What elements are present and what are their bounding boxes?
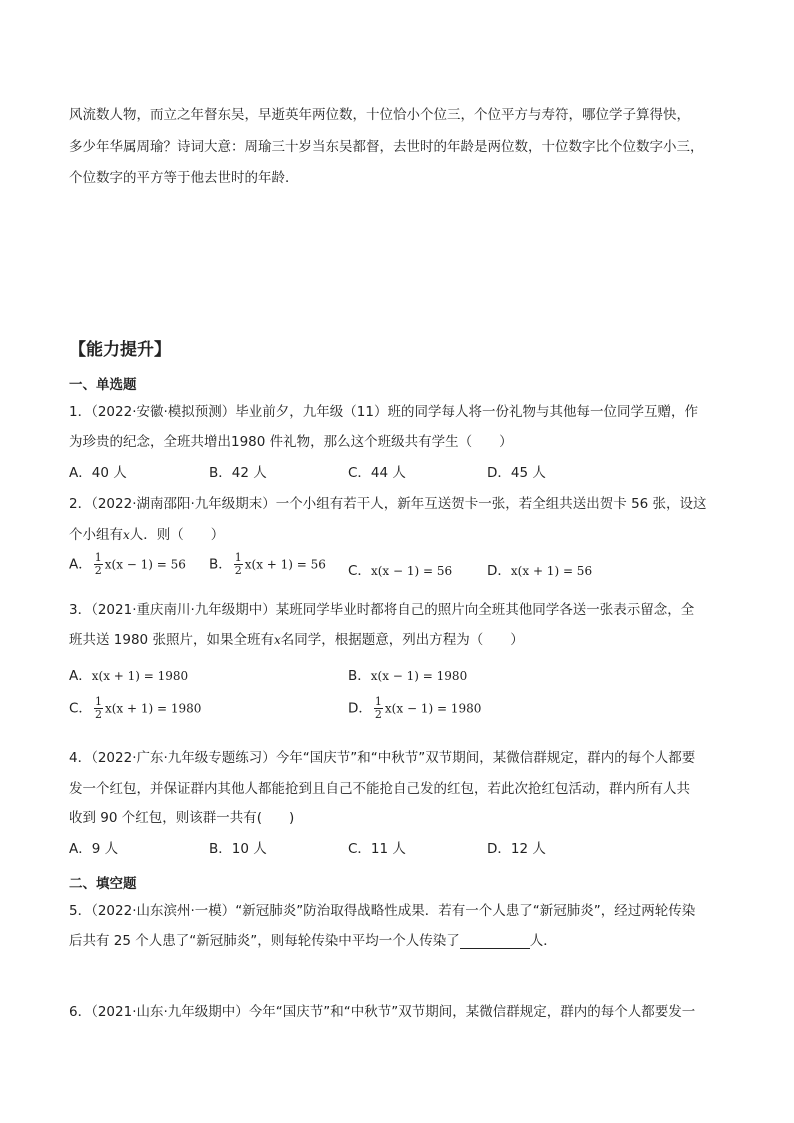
q5-line-2 (69, 929, 557, 949)
q3-option-c[interactable] (69, 696, 201, 721)
q2-option-a-fraction (94, 552, 103, 577)
poem-line-2: 多少年华属周瑜？诗词大意：周瑜三十岁当东吴都督，去世时的年龄是两位数，十位数字比个位数字小三， (69, 139, 704, 155)
q5-line-2-text-a: 后共有 25 个人患了“新冠肺炎”，则每轮传染中平均一个人传染了 (69, 933, 460, 949)
q1-option-d[interactable]: D．45 人 (487, 465, 546, 481)
q2-line-1: 2．（2022·湖南邵阳·九年级期末）一个小组有若干人，新年互送贺卡一张，若全组共送出贺卡 56 张，设这 (69, 496, 707, 512)
q3-variable-x: x (273, 633, 281, 647)
q3-option-b-label: B． (348, 668, 371, 684)
q3-option-d[interactable] (348, 696, 481, 721)
q4-option-c[interactable]: C．11 人 (348, 841, 406, 857)
section-fill-blank: 二、填空题 (69, 876, 137, 892)
q2-option-c[interactable] (348, 559, 452, 579)
q3-option-c-label: C． (69, 700, 92, 717)
q2-option-d-label: D． (487, 563, 511, 579)
fraction-numerator: 1 (234, 551, 242, 564)
q2-option-c-label: C． (348, 563, 371, 579)
q3-option-b[interactable] (348, 664, 467, 684)
poem-line-3: 个位数字的平方等于他去世时的年龄． (69, 170, 299, 186)
q3-option-a-label: A． (69, 668, 92, 684)
q4-option-d[interactable]: D．12 人 (487, 841, 546, 857)
q2-option-d-expr: x(x + 1) = 56 (510, 564, 593, 578)
q2-line-2 (69, 523, 224, 543)
q2-option-a-label: A． (69, 556, 92, 573)
q3-line-2 (69, 628, 524, 648)
q4-option-a[interactable]: A．9 人 (69, 841, 119, 857)
fraction-denominator: 2 (94, 564, 102, 577)
q3-line-1: 3．（2021·重庆南川·九年级期中）某班同学毕业时都将自己的照片向全班其他同学各送一张表示留念，全 (69, 602, 695, 618)
q3-option-d-label: D． (348, 700, 372, 717)
q2-line-2-text-a: 个小组有 (69, 527, 123, 543)
fraction-denominator: 2 (234, 564, 242, 577)
q3-option-a-expr: x(x + 1) = 1980 (91, 669, 189, 683)
q5-line-1: 5．（2022·山东滨州·一模）“新冠肺炎”防治取得战略性成果．若有一个人患了“新冠肺炎”，经过两轮传染 (69, 903, 696, 919)
q1-line-2: 为珍贵的纪念，全班共增出1980 件礼物，那么这个班级共有学生（ ） (69, 434, 513, 450)
section-heading: 【能力提升】 (69, 340, 171, 360)
q5-answer-blank[interactable] (460, 934, 530, 949)
fraction-denominator: 2 (94, 708, 102, 721)
q4-line-2: 发一个红包，并保证群内其他人都能抢到且自己不能抢自己发的红包，若此次抢红包活动，群内所有人共 (69, 781, 690, 797)
q6-line-1: 6．（2021·山东·九年级期中）今年“国庆节”和“中秋节”双节期间，某微信群规定，群内的每个人都要发一 (69, 1004, 696, 1020)
q4-line-3: 收到 90 个红包，则该群一共有( ) (69, 810, 295, 826)
q2-variable-x: x (123, 528, 130, 542)
q2-line-2-text-b: 人．则（ ） (129, 527, 225, 543)
q1-option-c[interactable]: C．44 人 (348, 465, 406, 481)
q3-option-c-expr: x(x + 1) = 1980 (104, 701, 202, 716)
q2-option-a-expr: x(x − 1) = 56 (104, 557, 186, 572)
section-single-choice: 一、单选题 (69, 377, 137, 393)
q5-line-2-text-b: 人． (529, 933, 557, 949)
q2-option-b[interactable] (209, 552, 326, 577)
q3-option-b-expr: x(x − 1) = 1980 (370, 669, 468, 683)
q4-line-1: 4．（2022·广东·九年级专题练习）今年“国庆节”和“中秋节”双节期间，某微信群规定，群内的每个人都要 (69, 750, 696, 766)
q4-option-b[interactable]: B．10 人 (209, 841, 267, 857)
fraction-numerator: 1 (94, 695, 102, 708)
q2-option-b-fraction (234, 552, 243, 577)
fraction-numerator: 1 (374, 695, 382, 708)
poem-line-1: 风流数人物，而立之年督东吴，早逝英年两位数，十位恰小个位三，个位平方与寿符，哪位学子算得快， (69, 107, 690, 123)
q2-option-b-label: B． (209, 556, 232, 573)
q2-option-c-expr: x(x − 1) = 56 (370, 564, 453, 578)
q2-option-b-expr: x(x + 1) = 56 (244, 557, 326, 572)
q1-option-b[interactable]: B．42 人 (209, 465, 267, 481)
q1-line-1: 1．（2022·安徽·模拟预测）毕业前夕，九年级（11）班的同学每人将一份礼物与其他每一位同学互赠，作 (69, 404, 698, 420)
fraction-numerator: 1 (94, 551, 102, 564)
q2-option-d[interactable] (487, 559, 592, 579)
q3-line-2-text-a: 班共送 1980 张照片，如果全班有 (69, 632, 274, 648)
q3-option-a[interactable] (69, 664, 188, 684)
q3-option-d-expr: x(x − 1) = 1980 (384, 701, 482, 716)
fraction-denominator: 2 (374, 708, 382, 721)
q1-option-a[interactable]: A．40 人 (69, 465, 127, 481)
q2-option-a[interactable] (69, 552, 186, 577)
q3-option-d-fraction (374, 696, 383, 721)
q3-line-2-text-b: 名同学，根据题意，列出方程为（ ） (280, 632, 524, 648)
q3-option-c-fraction (94, 696, 103, 721)
